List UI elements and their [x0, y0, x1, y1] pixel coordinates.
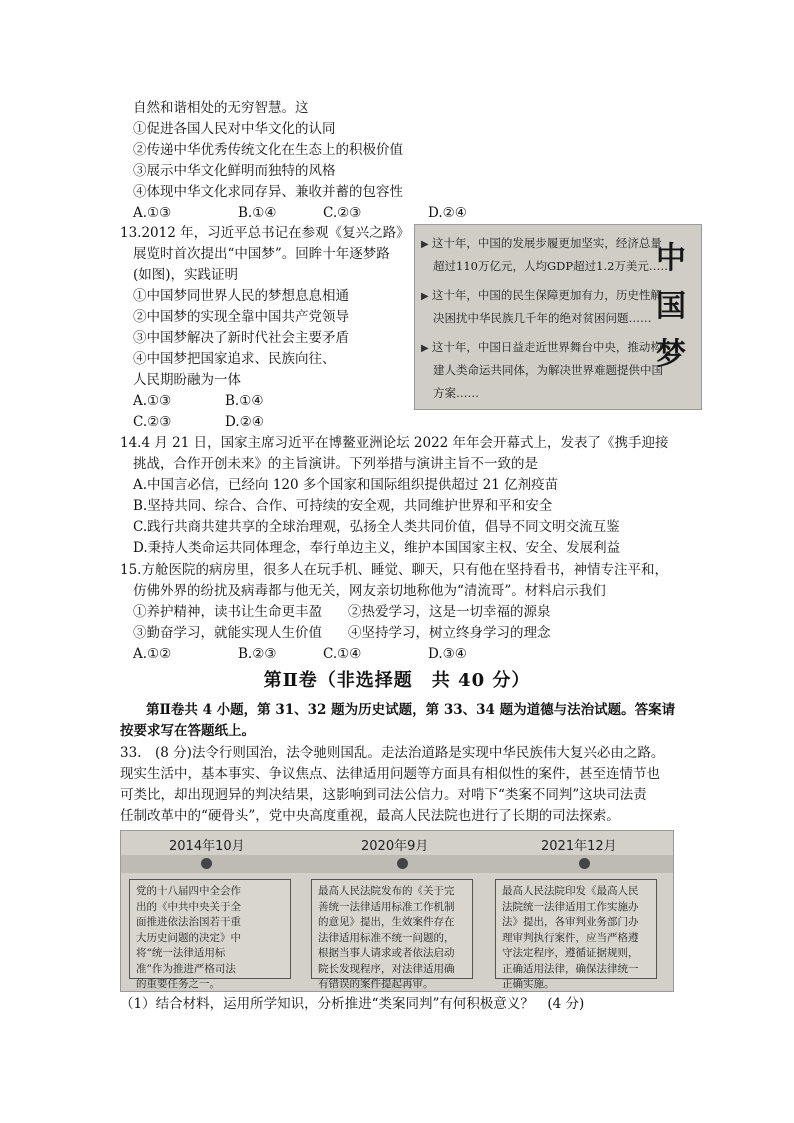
q13-option-b: B.①④	[225, 393, 264, 409]
timeline-box-1: 党的十八届四中全会作 出的《中共中央关于全 面推进依法治国若干重 大历史问题的决定》中 将“统一法律适用标 准”作为推进严格司法 的重要任务之一。	[129, 879, 291, 979]
image-line-3: ▶ 这十年，中国的民生保障更加有力，历史性解	[421, 288, 662, 302]
arrow-icon: ▶	[421, 343, 432, 354]
q15-item-4: ④坚持学习，树立终身学习的理念	[348, 625, 551, 641]
q13-option-d: D.②④	[225, 414, 264, 430]
timeline-box-3: 最高人民法院印发《最高人民 法院统一法律适用工作实施办 法》提出，各审判业务部门办 理审判执行案件，应当严格遵 守法定程序，遵循证据规则， 正确适用法律，确保法律统一 正确实施。	[495, 879, 657, 979]
image-line-1: ▶ 这十年，中国的发展步履更加坚实，经济总量	[421, 236, 662, 250]
arrow-icon: ▶	[421, 291, 432, 302]
image-line-6: 建人类命运共同体，为解决世界难题提供中国	[433, 363, 663, 377]
q13-item-3: ③中国梦解决了新时代社会主要矛盾	[133, 330, 349, 346]
q33-stem-1: 33. (8 分)法令行则国治，法令驰则国乱。走法治道路是实现中华民族伟大复兴必由之路。	[120, 745, 665, 761]
q12-item-1: ①促进各国人民对中华文化的认同	[133, 121, 336, 137]
section-2-note-2: 按要求写在答题纸上。	[120, 723, 255, 739]
q14-option-c: C.践行共商共建共享的全球治理观，弘扬全人类共同价值，倡导不同文明交流互鉴	[133, 519, 620, 535]
q14-option-b: B.坚持共同、综合、合作、可持续的安全观，共同维护世界和平和安全	[133, 498, 553, 514]
q12-option-d: D.②④	[428, 205, 467, 221]
timeline-date-1: 2014年10月	[169, 839, 245, 854]
q15-option-a: A.①②	[133, 646, 172, 662]
q12-option-b: B.①④	[238, 205, 277, 221]
q14-option-a: A.中国言必信，已经向 120 多个国家和国际组织提供超过 21 亿剂疫苗	[133, 477, 559, 493]
image-line-5: ▶ 这十年，中国日益走近世界舞台中央，推动构	[421, 340, 662, 354]
q15-stem-2: 仿佛外界的纷扰及病毒都与他无关，网友亲切地称他为“清流哥”。材料启示我们	[133, 583, 606, 599]
section-2-title: 第Ⅱ卷（非选择题 共 40 分）	[263, 670, 531, 691]
timeline-dot-2	[397, 858, 408, 869]
q12-item-3: ③展示中华文化鲜明而独特的风格	[133, 163, 336, 179]
china-char: 中	[656, 241, 686, 276]
q13-stem-3: (如图)，实践证明	[133, 267, 239, 283]
q33-stem-2: 现实生活中，基本事实、争议焦点、法律适用问题等方面具有相似性的案件，甚至连情节也	[120, 766, 660, 782]
q12-item-4: ④体现中华文化求同存异、兼收并蓄的包容性	[133, 184, 403, 200]
q14-option-d: D.秉持人类命运共同体理念，奉行单边主义，维护本国国家主权、安全、发展利益	[133, 540, 621, 556]
q13-option-c: C.②③	[133, 414, 172, 430]
image-line-4: 决困扰中华民族几千年的绝对贫困问题……	[433, 311, 652, 325]
q15-option-d: D.③④	[428, 646, 467, 662]
q13-item-4-cont: 人民期盼融为一体	[133, 372, 241, 388]
q13-item-1: ①中国梦同世界人民的梦想息息相通	[133, 288, 349, 304]
image-line-7: 方案……	[433, 386, 479, 400]
q14-stem-2: 挑战，合作开创未来》的主旨演讲。下列举措与演讲主旨不一致的是	[133, 456, 538, 472]
q15-item-2: ②热爱学习，这是一切幸福的源泉	[348, 604, 551, 620]
timeline-box-2: 最高人民法院发布的《关于完 善统一法律适用标准工作机制 的意见》提出，生效案件存在 法律适用标准不统一问题的， 根据当事人请求或者依法启动 院长发现程序，对法律适用确 有错误的案件提起再审。	[311, 879, 473, 979]
q13-stem-1: 13.2012 年，习近平总书记在参观《复兴之路》	[120, 225, 410, 241]
timeline-dot-1	[201, 858, 212, 869]
q15-item-1: ①养护精神，读书让生命更丰盈	[133, 604, 322, 620]
q12-item-2: ②传递中华优秀传统文化在生态上的积极价值	[133, 142, 403, 158]
q33-stem-3: 可类比，却出现迥异的判决结果，这影响到司法公信力。对啃下“类案不同判”这块司法责	[120, 787, 647, 803]
timeline-date-3: 2021年12月	[541, 839, 617, 854]
q33-stem-4: 任制改革中的“硬骨头”，党中央高度重视，最高人民法院也进行了长期的司法探索。	[120, 808, 620, 824]
arrow-icon: ▶	[421, 239, 432, 250]
q12-option-a: A.①③	[133, 205, 172, 221]
q15-option-c: C.①④	[323, 646, 362, 662]
q13-option-a: A.①③	[133, 393, 172, 409]
image-line-2: 超过110万亿元，人均GDP超过1.2万美元……	[433, 259, 672, 273]
q15-option-b: B.②③	[238, 646, 277, 662]
q13-item-2: ②中国梦的实现全靠中国共产党领导	[133, 309, 349, 325]
section-2-note-1: 第Ⅱ卷共 4 小题，第 31、32 题为历史试题，第 33、34 题为道德与法治试题。答案请	[146, 702, 676, 718]
q13-item-4: ④中国梦把国家追求、民族向往、	[133, 351, 336, 367]
china-dream-image	[414, 224, 702, 410]
q33-subquestion-1: （1）结合材料，运用所学知识，分析推进“类案同判”有何积极意义？ (4 分)	[120, 996, 585, 1012]
q12-option-c: C.②③	[323, 205, 362, 221]
timeline-dot-3	[579, 858, 590, 869]
judicial-timeline-image	[120, 830, 674, 992]
timeline-date-2: 2020年9月	[361, 839, 429, 854]
nation-char: 国	[656, 289, 686, 324]
q13-stem-2: 展览时首次提出“中国梦”。回眸十年逐梦路	[133, 246, 390, 262]
q15-stem-1: 15.方舱医院的病房里，很多人在玩手机、睡觉、聊天，只有他在坚持看书，神情专注平和，	[120, 562, 668, 578]
q15-item-3: ③勤奋学习，就能实现人生价值	[133, 625, 322, 641]
dream-char: 梦	[656, 337, 686, 372]
q14-stem-1: 14.4 月 21 日，国家主席习近平在博鳌亚洲论坛 2022 年年会开幕式上，发表了《携手迎接	[120, 435, 669, 451]
q12-stem-tail: 自然和谐相处的无穷智慧。这	[133, 100, 309, 116]
